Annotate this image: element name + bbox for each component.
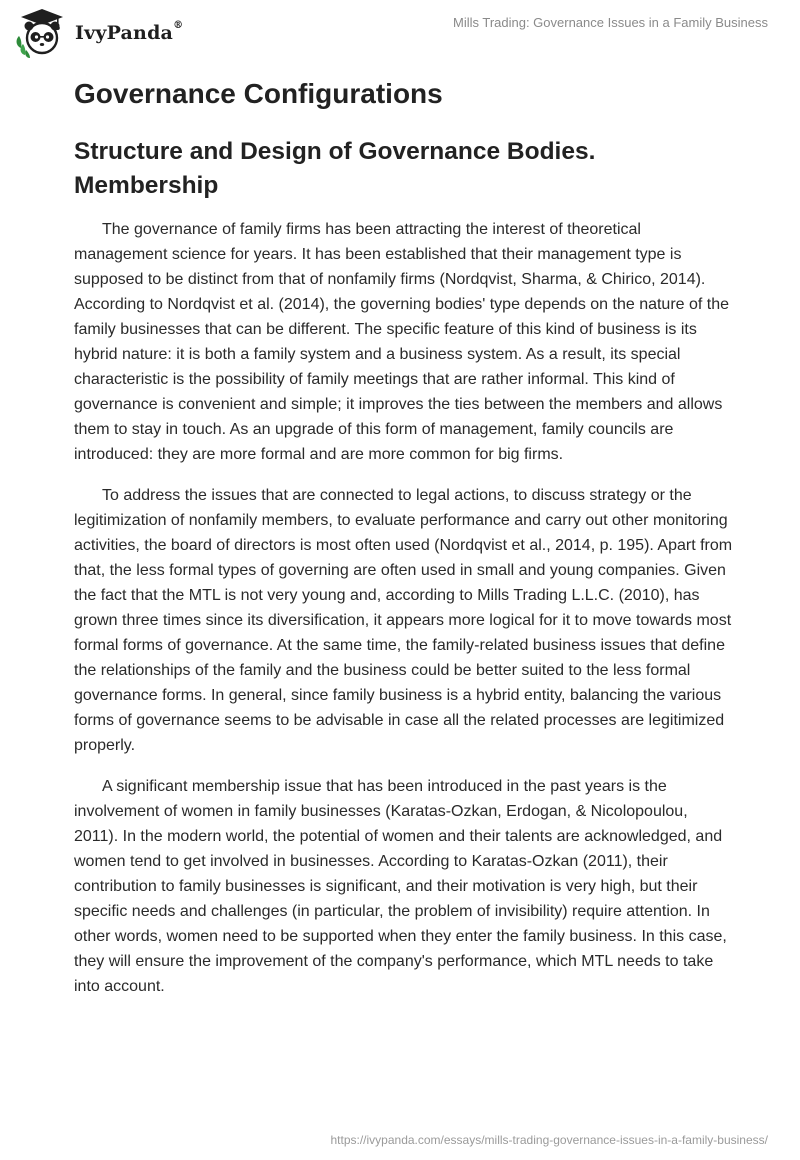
paragraph: The governance of family firms has been attracting the interest of theoretical management science for years. It has been established that their management type is supposed to be distinct from that of nonfamily firms (Nordqvist, Sharma, & Chirico, 2014). According to Nordqvist et al. (2014), the governing bodies' type depends on the nature of the family businesses that can be different. The specific feature of this kind of business is its hybrid nature: it is both a family system and a business system. As a result, its special characteristic is the possibility of family meetings that are rather informal. This kind of governance is convenient and simple; it improves the ties between the members and allows them to stay in touch. As an upgrade of this form of management, family councils are introduced: they are more formal and are more common for big firms. (74, 221, 730, 463)
brand-name: IvyPanda® (75, 20, 184, 44)
paragraph: A significant membership issue that has been introduced in the past years is the involvement of women in family businesses (Karatas-Ozkan, Erdogan, & Nicolopoulou, 2011). In the modern world, the potential of women and their talents are acknowledged, and women tend to get involved in businesses. According to Karatas-Ozkan (2011), their contribution to family businesses is significant, and their motivation is very high, but their specific needs and challenges (in particular, the problem of invisibility) require attention. In other words, women need to be supported when they enter the family business. In this case, they will ensure the improvement of the company's performance, which MTL needs to take into account. (74, 778, 727, 995)
page-header (0, 0, 800, 64)
page-heading: Governance Configurations (74, 78, 443, 109)
panda-graduate-logo-icon (13, 6, 71, 60)
source-url[interactable]: https://ivypanda.com/essays/mills-trading-governance-issues-in-a-family-business/ (330, 1133, 768, 1147)
paragraph: To address the issues that are connected to legal actions, to discuss strategy or the legitimization of nonfamily members, to evaluate performance and carry out other monitoring activities, the board of directors is most often used (Nordqvist et al., 2014, p. 195). Apart from that, the less formal types of governing are often used in small and young companies. Given the fact that the MTL is not very young and, according to Mills Trading L.L.C. (2010), has grown three times since its diversification, it appears more logical for it to move towards most formal forms of governance. At the same time, the family-related business issues that define the relationships of the family and the business could be better suited to the less formal governance forms. In general, since family business is a hybrid entity, balancing the various forms of governance seems to be advisable in case all the related processes are legitimized properly. (74, 487, 733, 754)
ivypanda-logo[interactable] (13, 6, 183, 60)
article (74, 70, 734, 999)
section-heading: Structure and Design of Governance Bodies. Membership (74, 138, 596, 199)
document-title: Mills Trading: Governance Issues in a Family Business (452, 15, 768, 30)
